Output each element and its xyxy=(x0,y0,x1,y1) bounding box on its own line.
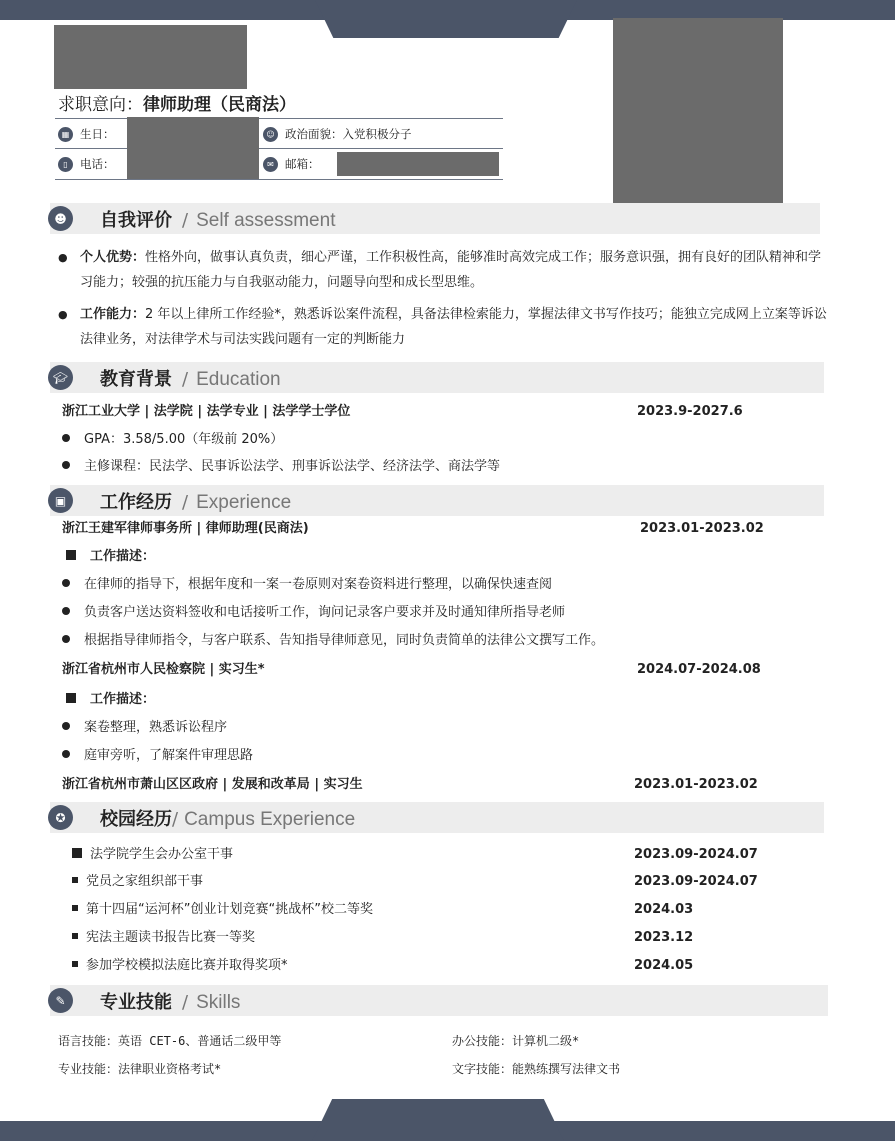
job-date: 2024.07-2024.08 xyxy=(637,662,761,677)
email-label: 邮箱： xyxy=(285,157,320,171)
campus-item: 法学院学生会办公室干事 xyxy=(72,845,233,865)
skill-professional: 专业技能：法律职业资格考试* xyxy=(58,1062,222,1076)
job-org: 浙江王建军律师事务所 | 律师助理(民商法) xyxy=(62,521,309,536)
job-item: 案卷整理，熟悉诉讼程序 xyxy=(62,718,227,738)
section-title: 自我评价 / Self assessment xyxy=(100,209,336,231)
skill-language: 语言技能：英语 CET-6、普通话二级甲等 xyxy=(58,1034,282,1048)
self-item-2: ● 工作能力：2 年以上律所工作经验*，熟悉诉讼案件流程，具备法律检索能力，掌握法律文书写作技巧；能独立完成网上立案等诉讼法律业务，对法律学术与司法实践问题有一定的判断能力 xyxy=(58,307,827,347)
campus-item: 参加学校模拟法庭比赛并取得奖项* xyxy=(72,956,288,976)
section-skills xyxy=(50,985,828,1016)
graduation-cap-icon: 🎓︎ xyxy=(48,365,73,390)
info-row-1 xyxy=(55,118,503,149)
skill-writing: 文字技能：能熟练撰写法律文书 xyxy=(452,1062,621,1076)
campus-date: 2023.12 xyxy=(634,930,694,945)
education-date: 2023.9-2027.6 xyxy=(637,404,743,419)
calendar-icon: ▦ xyxy=(58,127,73,142)
political-label: 政治面貌： xyxy=(285,127,343,141)
section-education xyxy=(50,362,824,393)
job-item: 负责客户送达资料签收和电话接听工作，询问记录客户要求并及时通知律所指导老师 xyxy=(62,603,565,623)
section-self-assessment xyxy=(50,203,820,234)
self-item-1: ● 个人优势：性格外向，做事认真负责，细心严谨，工作积极性高，能够准时高效完成工作；服务意识强，拥有良好的团队精神和学习能力；较强的抗压能力与自我驱动能力，问题导向型和成长型思维。 xyxy=(58,250,822,290)
redacted-email xyxy=(337,152,499,176)
birth-label: 生日： xyxy=(80,127,115,141)
medal-icon: ✪ xyxy=(48,805,73,830)
campus-item: 党员之家组织部干事 xyxy=(72,872,203,892)
phone-icon: ▯ xyxy=(58,157,73,172)
job-desc-label: 工作描述： xyxy=(66,547,155,567)
redacted-phone xyxy=(127,149,259,179)
job-objective xyxy=(58,90,296,115)
job-item: 根据指导律师指令，与客户联系、告知指导律师意见，同时负责简单的法律公文撰写工作。 xyxy=(62,631,604,651)
job-item: 庭审旁听，了解案件审理思路 xyxy=(62,746,253,766)
job-item: 在律师的指导下，根据年度和一案一卷原则对案卷资料进行整理，以确保快速查阅 xyxy=(62,575,552,595)
briefcase-icon: ▣ xyxy=(48,488,73,513)
mail-icon: ✉ xyxy=(263,157,278,172)
section-title: 专业技能 / Skills xyxy=(100,991,241,1013)
section-experience xyxy=(50,485,824,516)
job-date: 2023.01-2023.02 xyxy=(634,777,758,792)
section-title: 教育背景 / Education xyxy=(100,368,281,390)
redacted-birth xyxy=(127,117,259,149)
political-value: 入党积极分子 xyxy=(342,127,412,141)
info-row-2 xyxy=(55,149,503,180)
personal-info-grid xyxy=(55,118,503,180)
education-item: 主修课程：民法学、民事诉讼法学、刑事诉讼法学、经济法学、商法学等 xyxy=(62,457,500,477)
person-badge-icon: ☺ xyxy=(263,127,278,142)
phone-label: 电话： xyxy=(80,157,115,171)
bottom-band-tab xyxy=(312,1099,564,1141)
objective-value: 律师助理（民商法） xyxy=(143,95,296,115)
photo-placeholder xyxy=(613,18,783,210)
campus-item: 第十四届“运河杯”创业计划竞赛“挑战杯”校二等奖 xyxy=(72,900,373,920)
campus-date: 2024.03 xyxy=(634,902,694,917)
birth-field xyxy=(58,119,115,149)
tools-icon: ✎ xyxy=(48,988,73,1013)
job-org: 浙江省杭州市萧山区区政府 | 发展和改革局 | 实习生 xyxy=(62,777,363,792)
campus-date: 2024.05 xyxy=(634,958,694,973)
job-org: 浙江省杭州市人民检察院 | 实习生* xyxy=(62,662,265,677)
email-field xyxy=(263,149,320,179)
top-band-tab xyxy=(315,0,577,38)
school-line: 浙江工业大学 | 法学院 | 法学专业 | 法学学士学位 xyxy=(62,404,351,419)
skill-office: 办公技能：计算机二级* xyxy=(452,1034,580,1048)
job-date: 2023.01-2023.02 xyxy=(640,521,764,536)
objective-label: 求职意向： xyxy=(58,95,143,115)
section-title: 工作经历 / Experience xyxy=(100,491,292,513)
political-field xyxy=(263,119,412,149)
redacted-name-block xyxy=(54,25,247,89)
campus-date: 2023.09-2024.07 xyxy=(634,874,758,889)
section-title: 校园经历/ Campus Experience xyxy=(100,808,356,830)
education-item: GPA：3.58/5.00（年级前 20%） xyxy=(62,430,283,450)
campus-date: 2023.09-2024.07 xyxy=(634,847,758,862)
job-desc-label: 工作描述： xyxy=(66,690,155,710)
section-campus xyxy=(50,802,824,833)
campus-item: 宪法主题读书报告比赛一等奖 xyxy=(72,928,255,948)
phone-field xyxy=(58,149,115,179)
people-icon: ☻ xyxy=(48,206,73,231)
